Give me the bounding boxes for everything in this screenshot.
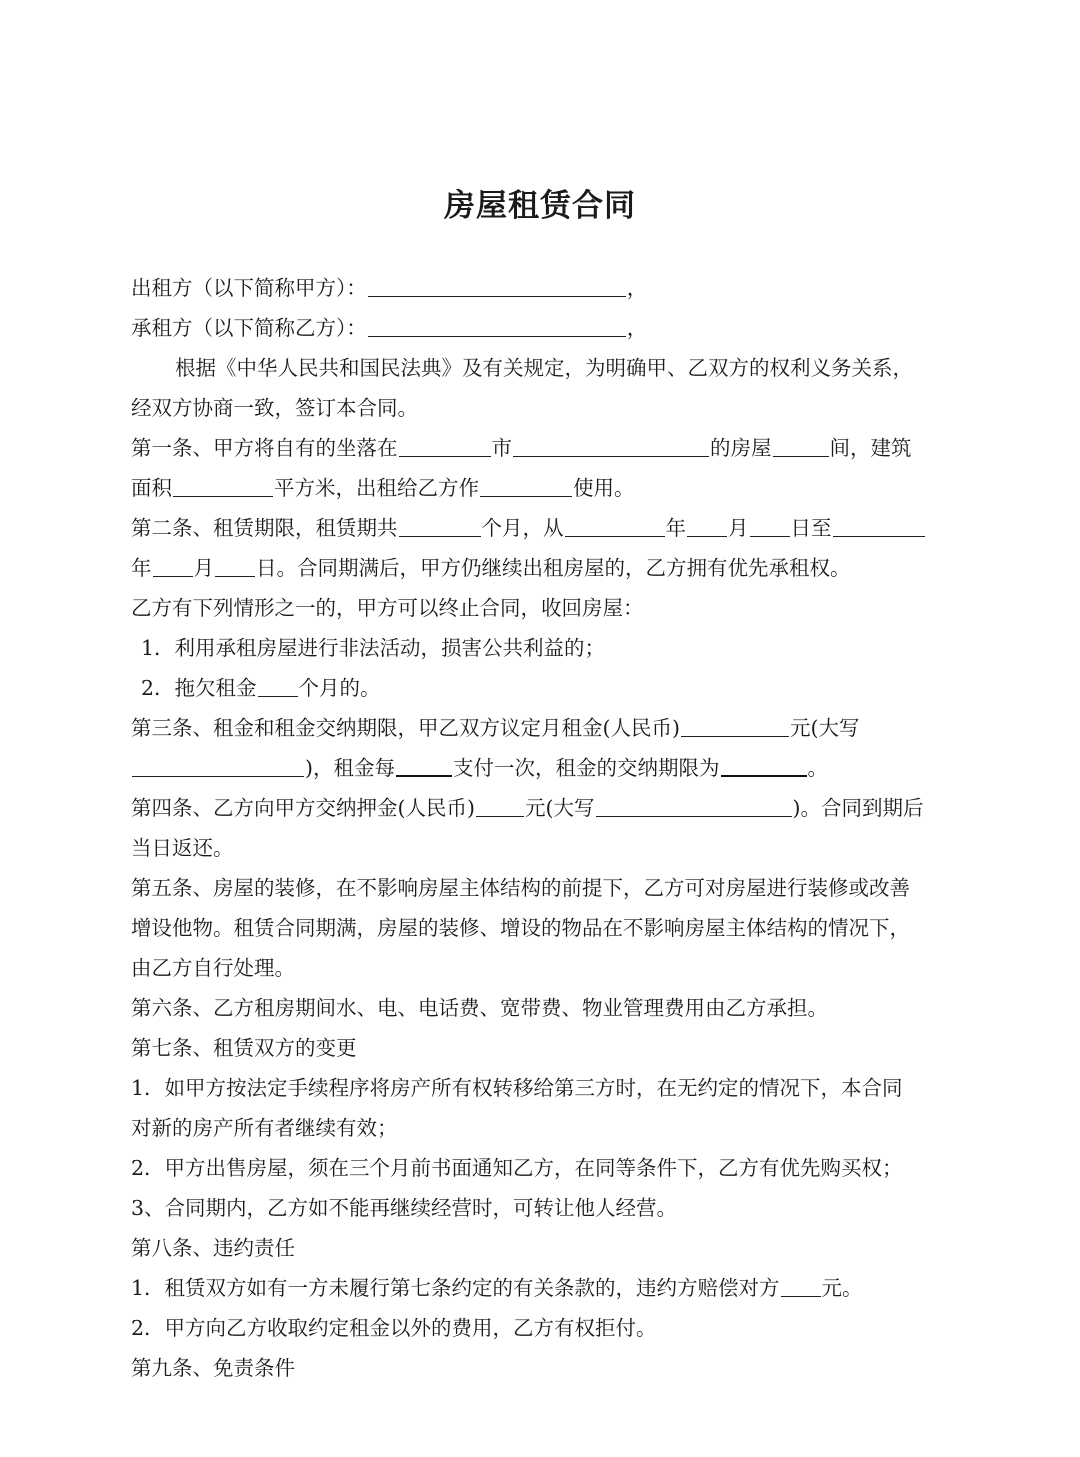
article2-termination: 乙方有下列情形之一的，甲方可以终止合同，收回房屋：	[131, 596, 644, 620]
article2-text-7: 月	[193, 556, 214, 580]
article2-line-2	[131, 553, 951, 583]
preamble-line-1: 根据《中华人民共和国民法典》及有关规定，为明确甲、乙双方的权利义务关系，	[175, 356, 913, 380]
article9-heading: 第九条、免责条件	[131, 1356, 295, 1380]
article5-line-3: 由乙方自行处理。	[131, 956, 295, 980]
article2-start-year-blank	[565, 514, 665, 537]
article4-deposit-words-blank	[596, 794, 792, 817]
preamble-line-2: 经双方协商一致，签订本合同。	[131, 396, 418, 420]
article1-text-4: 间，建筑	[829, 436, 912, 460]
article2-text-1: 第二条、租赁期限，租赁期共	[131, 516, 398, 540]
article1-text-7: 使用。	[573, 476, 635, 500]
article1-area-blank	[173, 474, 273, 497]
article7-item-1b: 对新的房产所有者继续有效；	[131, 1116, 398, 1140]
article3-text-2: 元(大写	[790, 716, 860, 740]
article1-usage-blank	[480, 474, 572, 497]
article7-heading: 第七条、租赁双方的变更	[131, 1036, 357, 1060]
article4-text-2: 元(大写	[525, 796, 595, 820]
article3-text-3: )，租金每	[305, 756, 395, 780]
article1-rooms-blank	[773, 434, 829, 457]
article2-item-1: 1．利用承租房屋进行非法活动，损害公共利益的；	[141, 636, 606, 660]
article8-item1-text-a: 1．租赁双方如有一方未履行第七条约定的有关条款的，违约方赔偿对方	[131, 1276, 780, 1300]
article3-text-5: 。	[807, 756, 828, 780]
lessor-comma: ，	[626, 276, 648, 300]
article2-line-1	[131, 513, 951, 543]
article3-deadline-blank	[721, 753, 807, 777]
article1-text-6: 平方米，出租给乙方作	[274, 476, 479, 500]
lessee-comma: ，	[626, 316, 648, 340]
lessee-label: 承租方（以下简称乙方）：	[131, 316, 367, 340]
article3-text-4: 支付一次，租金的交纳期限为	[453, 756, 720, 780]
article2-text-5: 日至	[790, 516, 832, 540]
article2-months-blank	[399, 514, 481, 537]
article2-arrears-blank	[258, 674, 298, 697]
article4-line-2: 当日返还。	[131, 836, 234, 860]
article8-item-1	[131, 1273, 951, 1303]
lessee-line	[131, 313, 951, 343]
article2-start-month-blank	[687, 514, 727, 537]
contract-title: 房屋租赁合同	[444, 188, 636, 224]
article2-item-2	[141, 673, 961, 703]
article8-heading: 第八条、违约责任	[131, 1236, 295, 1260]
article1-text-3: 的房屋	[710, 436, 772, 460]
article4-text-3: )。合同到期后	[792, 796, 924, 820]
article7-item-3: 3、合同期内，乙方如不能再继续经营时，可转让他人经营。	[131, 1196, 678, 1220]
article2-item2-text-b: 个月的。	[298, 676, 381, 700]
article3-period-blank	[396, 753, 452, 777]
article4-line-1	[131, 793, 951, 823]
article2-end-month-blank	[153, 554, 193, 577]
lessor-blank	[368, 274, 626, 297]
lessor-line	[131, 273, 951, 303]
article3-rent-blank	[681, 714, 789, 737]
article4-deposit-blank	[476, 794, 524, 817]
article2-text-6: 年	[131, 556, 152, 580]
article2-text-8: 日。合同期满后，甲方仍继续出租房屋的，乙方拥有优先承租权。	[256, 556, 851, 580]
article4-text-1: 第四条、乙方向甲方交纳押金(人民币)	[131, 796, 475, 820]
article8-item1-text-b: 元。	[821, 1276, 863, 1300]
article5-line-2: 增设他物。租赁合同期满，房屋的装修、增设的物品在不影响房屋主体结构的情况下，	[131, 916, 910, 940]
article3-text-1: 第三条、租金和租金交纳期限，甲乙双方议定月租金(人民币)	[131, 716, 680, 740]
article3-line-1	[131, 713, 951, 743]
article2-text-2: 个月，从	[481, 516, 564, 540]
lessee-blank	[368, 314, 626, 337]
article2-item2-text-a: 2．拖欠租金	[141, 676, 257, 700]
article2-end-year-blank	[833, 514, 925, 537]
article7-item-2: 2．甲方出售房屋，须在三个月前书面通知乙方，在同等条件下，乙方有优先购买权；	[131, 1156, 903, 1180]
lessor-label: 出租方（以下简称甲方）：	[131, 276, 367, 300]
article3-rent-words-blank	[132, 754, 304, 777]
article7-item-1a: 1．如甲方按法定手续程序将房产所有权转移给第三方时，在无约定的情况下，本合同	[131, 1076, 903, 1100]
article2-end-day-blank	[215, 554, 255, 577]
article5-line-1: 第五条、房屋的装修，在不影响房屋主体结构的前提下，乙方可对房屋进行装修或改善	[131, 876, 910, 900]
article1-line-1	[131, 433, 951, 463]
article6-line-1: 第六条、乙方租房期间水、电、电话费、宽带费、物业管理费用由乙方承担。	[131, 996, 828, 1020]
article2-start-day-blank	[750, 514, 790, 537]
article8-compensation-blank	[781, 1274, 821, 1297]
article1-address-blank	[513, 434, 709, 457]
article1-text-1: 第一条、甲方将自有的坐落在	[131, 436, 398, 460]
article2-text-3: 年	[665, 516, 686, 540]
article1-city-blank	[399, 434, 491, 457]
article3-line-2	[131, 753, 951, 783]
article8-item-2: 2．甲方向乙方收取约定租金以外的费用，乙方有权拒付。	[131, 1316, 657, 1340]
article2-text-4: 月	[728, 516, 749, 540]
article1-line-2	[131, 473, 951, 503]
article1-text-2: 市	[491, 436, 512, 460]
article1-text-5: 面积	[131, 476, 172, 500]
